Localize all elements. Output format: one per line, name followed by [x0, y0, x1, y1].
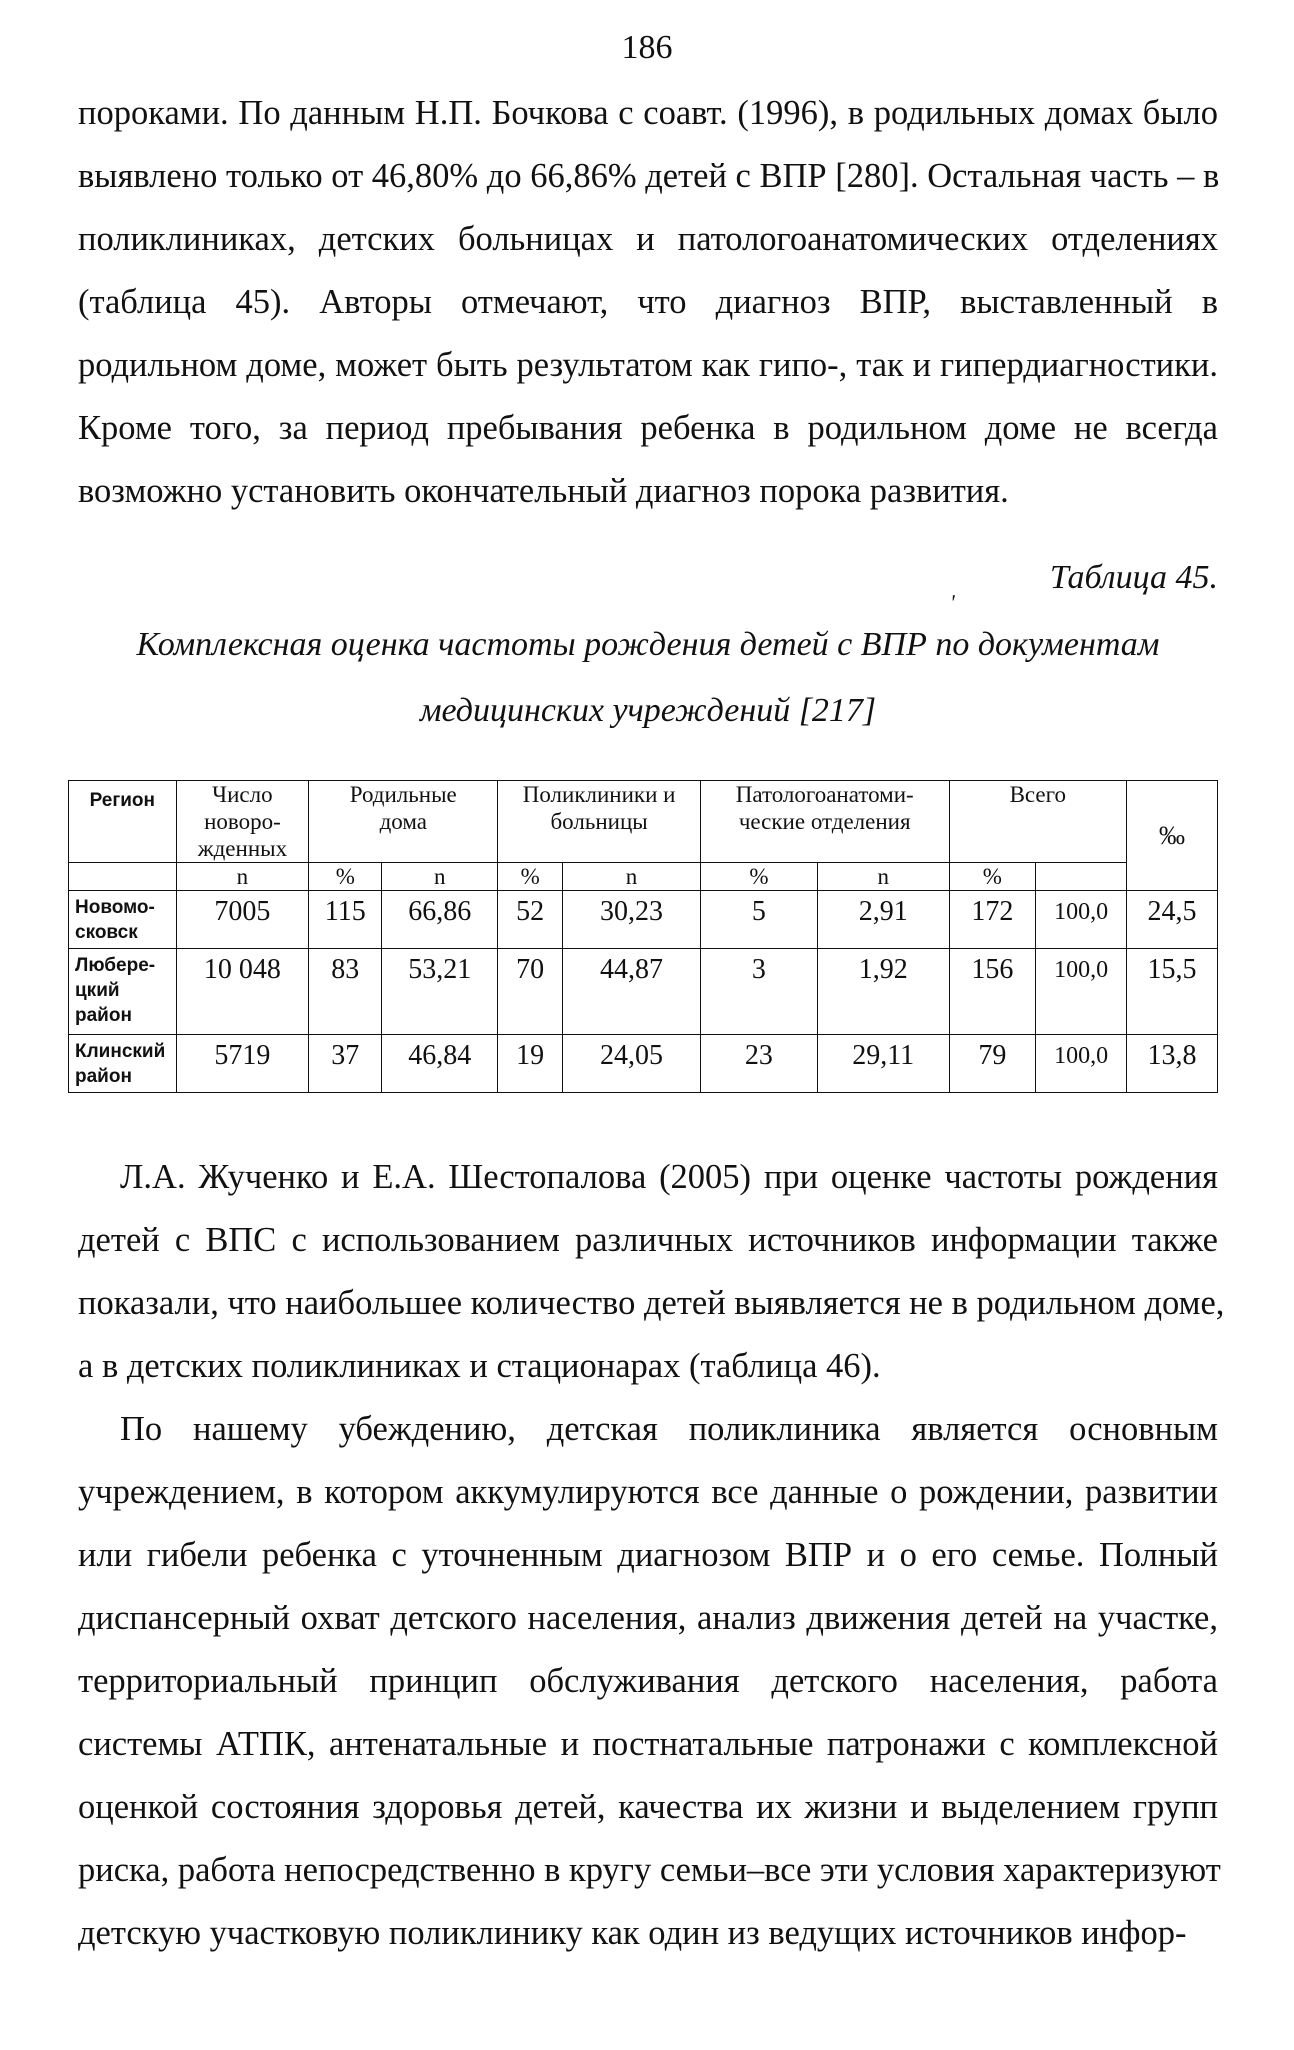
text-line: учреждением, в котором аккумулируются все данные о рождении, развитии: [78, 1473, 1218, 1511]
cell-pathology-n: 5: [700, 891, 817, 949]
cell-region: Новомо- сковск: [69, 891, 177, 949]
cell-total-n: 156: [949, 949, 1036, 1035]
cell-pathology-pct: 2,91: [817, 891, 949, 949]
cell-maternity-pct: 66,86: [382, 891, 498, 949]
cell-total-pct: 100,0: [1036, 1035, 1127, 1093]
text-line: показали, что наибольшее количество детей выявляется не в родильном доме,: [78, 1284, 1225, 1322]
cell-maternity-n: 37: [309, 1035, 382, 1093]
text-line: выявлено только от 46,80% до 66,86% детей с ВПР [280]. Остальная часть – в: [78, 157, 1220, 195]
header-pct: %: [498, 863, 563, 891]
header-pathology: Патологоанатоми- ческие отделения: [700, 781, 949, 863]
cell-total-pct: 100,0: [1036, 891, 1127, 949]
table-label: Таблица 45.: [1049, 559, 1218, 596]
text-line: системы АТПК, антенатальные и постнатальные патронажи с комплексной: [78, 1725, 1218, 1763]
cell-maternity-n: 115: [309, 891, 382, 949]
header-n: n: [382, 863, 498, 891]
table-title-line: Комплексная оценка частоты рождения детей с ВПР по документам: [136, 626, 1160, 663]
table-row: [69, 1035, 1218, 1093]
cell-pathology-pct: 1,92: [817, 949, 949, 1035]
text-line: а в детских поликлиниках и стационарах (таблица 46).: [78, 1347, 881, 1385]
cell-permille: 13,8: [1127, 1035, 1218, 1093]
paragraph-intro: [78, 82, 1218, 523]
stray-mark: ʹ: [950, 590, 955, 615]
cell-births: 5719: [176, 1035, 309, 1093]
text-line: детскую участковую поликлинику как один из ведущих источников инфор-: [78, 1914, 1187, 1952]
text-line: Л.А. Жученко и Е.А. Шестопалова (2005) при оценке частоты рождения: [120, 1158, 1218, 1196]
text-line: или гибели ребенка с уточненным диагнозом ВПР и о его семье. Полный: [78, 1536, 1218, 1574]
cell-permille: 15,5: [1127, 949, 1218, 1035]
text-line: риска, работа непосредственно в кругу семьи–все эти условия характеризуют: [78, 1851, 1221, 1889]
cell-pathology-n: 23: [700, 1035, 817, 1093]
cell-births: 7005: [176, 891, 309, 949]
table-title: [78, 612, 1218, 744]
cell-maternity-pct: 46,84: [382, 1035, 498, 1093]
paragraph-conclusion: [78, 1398, 1221, 1965]
cell-clinics-n: 19: [498, 1035, 563, 1093]
header-births-cont: [69, 863, 177, 891]
table-row: [69, 891, 1218, 949]
header-clinics: Поликлиники и больницы: [498, 781, 701, 863]
cell-maternity-n: 83: [309, 949, 382, 1035]
cell-clinics-pct: 24,05: [563, 1035, 701, 1093]
text-line: родильном доме, может быть результатом как гипо-, так и гипердиагностики.: [78, 346, 1218, 384]
text-line: Кроме того, за период пребывания ребенка в родильном доме не всегда: [78, 409, 1218, 447]
cell-clinics-pct: 44,87: [563, 949, 701, 1035]
header-pct: %: [949, 863, 1036, 891]
cell-pathology-pct: 29,11: [817, 1035, 949, 1093]
cell-maternity-pct: 53,21: [382, 949, 498, 1035]
header-pct: %: [309, 863, 382, 891]
header-total: Всего: [949, 781, 1127, 863]
paragraph-zhuchenko: [78, 1146, 1225, 1398]
header-region: Регион: [69, 781, 177, 863]
cell-births: 10 048: [176, 949, 309, 1035]
cell-pathology-n: 3: [700, 949, 817, 1035]
cell-total-n: 79: [949, 1035, 1036, 1093]
cell-region: Клинский район: [69, 1035, 177, 1093]
text-line: диспансерный охват детского населения, анализ движения детей на участке,: [78, 1599, 1218, 1637]
text-line: территориальный принцип обслуживания детского населения, работа: [78, 1662, 1218, 1700]
header-n: n: [176, 863, 309, 891]
header-n: n: [563, 863, 701, 891]
header-n: n: [817, 863, 949, 891]
text-line: По нашему убеждению, детская поликлиника является основным: [120, 1410, 1218, 1448]
cell-total-pct: 100,0: [1036, 949, 1127, 1035]
page-number: 186: [621, 29, 673, 66]
cell-permille: 24,5: [1127, 891, 1218, 949]
text-line: детей с ВПС с использованием различных источников информации также: [78, 1221, 1218, 1259]
cell-total-n: 172: [949, 891, 1036, 949]
cell-clinics-n: 70: [498, 949, 563, 1035]
table-title-line: медицинских учреждений [217]: [419, 692, 877, 729]
cell-clinics-n: 52: [498, 891, 563, 949]
text-line: поликлиниках, детских больницах и патологоанатомических отделениях: [78, 220, 1218, 258]
text-line: возможно установить окончательный диагноз порока развития.: [78, 472, 1009, 510]
header-births: Число новоро- жденных: [176, 781, 309, 863]
header-maternity: Родильные дома: [309, 781, 498, 863]
text-line: (таблица 45). Авторы отмечают, что диагноз ВПР, выставленный в: [78, 283, 1218, 321]
cell-clinics-pct: 30,23: [563, 891, 701, 949]
header-permille: ‰: [1127, 781, 1218, 891]
table-row: [69, 949, 1218, 1035]
text-line: оценкой состояния здоровья детей, качества их жизни и выделением групп: [78, 1788, 1218, 1826]
cell-region: Любере- цкий район: [69, 949, 177, 1035]
header-pct: %: [700, 863, 817, 891]
data-table: [68, 780, 1218, 1093]
text-line: пороками. По данным Н.П. Бочкова с соавт. (1996), в родильных домах было: [78, 94, 1218, 132]
